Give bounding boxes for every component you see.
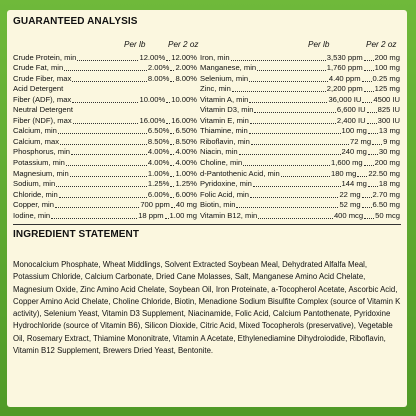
nutrient-label: Crude Fat, min	[13, 63, 64, 73]
dot-leader	[170, 147, 174, 155]
value-per-lb: 400 mcg	[333, 210, 364, 220]
dot-leader	[170, 179, 174, 187]
nutrient-label: Riboflavin, min	[200, 136, 250, 146]
dot-leader	[364, 63, 374, 71]
nutrient-label: Potassium, min	[13, 158, 65, 167]
value-per-lb: 144 mg	[341, 179, 367, 189]
dot-leader	[71, 147, 147, 155]
analysis-row	[200, 116, 400, 127]
value-per-lb: 100 mg	[341, 126, 367, 136]
nutrient-label: Fiber (ADF), max	[13, 94, 72, 104]
dot-leader	[170, 74, 174, 82]
value-per-lb: 2,200 ppm	[326, 84, 363, 94]
dot-leader	[72, 74, 147, 82]
analysis-row	[200, 190, 400, 201]
nutrient-label: Vitamin A, min	[200, 94, 249, 104]
value-per-lb: 12.00%	[139, 52, 166, 62]
dot-leader	[170, 63, 174, 71]
analysis-row	[200, 169, 400, 180]
value-per-lb: 4.00%	[147, 147, 170, 157]
value-per-lb: 16.00%	[139, 115, 166, 125]
nutrient-label: Selenium, min	[200, 73, 249, 83]
value-per-2oz: 4500 IU	[373, 94, 400, 104]
nutrient-label: Calcium, max	[13, 136, 59, 146]
value-per-2oz: 300 IU	[377, 115, 400, 125]
analysis-row	[200, 200, 400, 211]
value-per-lb: 1.00%	[147, 168, 170, 178]
analysis-row	[13, 126, 197, 137]
analysis-row	[13, 95, 197, 106]
analysis-row	[13, 211, 197, 222]
value-per-2oz: 6.50 mg	[372, 200, 400, 210]
analysis-row	[13, 190, 197, 201]
right-col-head-per-lb: Per lb	[308, 40, 330, 49]
nutrient-label: Chloride, min	[13, 189, 58, 199]
dot-leader	[357, 169, 367, 177]
analysis-row	[200, 84, 400, 95]
dot-leader	[362, 190, 372, 198]
value-per-lb: 8.50%	[147, 136, 170, 146]
value-per-lb: 8.00%	[147, 73, 170, 83]
analysis-row	[200, 53, 400, 64]
analysis-row	[200, 179, 400, 190]
analysis-row	[13, 63, 197, 74]
dot-leader	[367, 116, 377, 124]
analysis-row	[13, 169, 197, 180]
dot-leader	[258, 211, 333, 219]
analysis-row	[13, 200, 197, 211]
nutrient-label: Vitamin E, min	[200, 115, 249, 125]
value-per-lb: 4.00%	[147, 158, 170, 167]
value-per-2oz: 6.50%	[175, 126, 197, 136]
analysis-row-heading: Acid Detergent	[13, 84, 64, 94]
value-per-lb: 22 mg	[339, 189, 361, 199]
dot-leader	[372, 137, 382, 145]
nutrient-label: Biotin, min	[200, 200, 236, 210]
value-per-2oz: 4.00%	[175, 158, 197, 167]
dot-leader	[232, 84, 326, 92]
nutrient-label: Phosphorus, min	[13, 147, 70, 157]
nutrient-label: Pyridoxine, min	[200, 179, 252, 189]
dot-leader	[55, 200, 139, 208]
nutrient-label: Iodine, min	[13, 210, 51, 220]
guaranteed-analysis-title: GUARANTEED ANALYSIS	[13, 16, 138, 27]
value-per-2oz: 1.00%	[175, 168, 197, 178]
dot-leader	[170, 137, 174, 145]
dot-leader	[170, 158, 174, 166]
value-per-lb: 1,600 mg	[330, 158, 363, 167]
dot-leader	[170, 169, 174, 177]
analysis-row	[13, 116, 197, 127]
analysis-row	[200, 211, 400, 222]
analysis-row-heading: Neutral Detergent	[13, 105, 73, 115]
dot-leader	[66, 158, 147, 166]
dot-leader	[166, 95, 170, 103]
value-per-2oz: 825 IU	[377, 105, 400, 115]
value-per-lb: 2,400 IU	[336, 115, 366, 125]
nutrient-label: Vitamin B12, min	[200, 210, 258, 220]
dot-leader	[77, 53, 138, 61]
value-per-2oz: 6.00%	[175, 189, 197, 199]
dot-leader	[250, 190, 338, 198]
value-per-lb: 700 ppm	[140, 200, 170, 210]
dot-leader	[249, 95, 327, 103]
value-per-2oz: 200 mg	[374, 158, 400, 167]
dot-leader	[364, 84, 374, 92]
value-per-lb: 36,000 IU	[328, 94, 362, 104]
analysis-row	[200, 147, 400, 158]
dot-leader	[73, 116, 139, 124]
ingredient-statement-title: INGREDIENT STATEMENT	[13, 229, 140, 240]
value-per-2oz: 2.00%	[175, 63, 197, 73]
value-per-2oz: 200 mg	[374, 52, 400, 62]
value-per-2oz: 0.25 mg	[372, 73, 400, 83]
dot-leader	[72, 95, 138, 103]
dot-leader	[51, 211, 137, 219]
dot-leader	[243, 158, 330, 166]
nutrient-label: Zinc, min	[200, 84, 231, 94]
right-col-head-per-2oz: Per 2 oz	[366, 40, 397, 49]
dot-leader	[58, 126, 147, 134]
analysis-row	[200, 95, 400, 106]
value-per-2oz: 2.70 mg	[372, 189, 400, 199]
ingredient-list: Monocalcium Phosphate, Wheat Middlings, Solvent Extracted Soybean Meal, Dehydrated Alfalfa Meal, Potassium Chloride, Calcium Carbonate, Dried Cane Molasses, Salt, Manganese Amino Acid Chelate, Magnesium Oxide, Zinc Amino Acid Chelate, Soybean Oil, Iron Proteinate, a-Tocopherol Acetate, Ascorbic Acid, Copper Amino Acid Chelate, Choline Chloride, Biotin, Menadione Sodium Bisulfite Complex (source of Vitamin K activity), Selenium Yeast, Vitamin D3 Supplement, Niacinamide, Folic Acid, Calcium Pantothenate, Pyridoxine Hydrochloride (source of Vitamin B6), Silicon Dioxide, Citric Acid, Mixed Tocopherols (preservative), Vegetable Oil, Rosemary Extract, Thiamine Mononitrate, Vitamin A Acetate, Ethylenediamine Dihydroiodide, Riboflavin, Vitamin B12 Supplement, Brewers Dried Yeast, Bentonite.	[13, 260, 401, 356]
value-per-2oz: 18 mg	[378, 179, 400, 189]
nutrient-label: Vitamin D3, min	[200, 105, 254, 115]
dot-leader	[70, 169, 147, 177]
value-per-lb: 2.00%	[147, 63, 170, 73]
dot-leader	[59, 190, 147, 198]
dot-leader	[64, 63, 147, 71]
dot-leader	[368, 179, 378, 187]
nutrient-label: Magnesium, min	[13, 168, 69, 178]
dot-leader	[368, 126, 378, 134]
value-per-2oz: 12.00%	[171, 52, 197, 62]
analysis-row	[200, 105, 400, 116]
dot-leader	[362, 74, 372, 82]
value-per-2oz: 22.50 mg	[368, 168, 400, 178]
value-per-2oz: 10.00%	[171, 94, 197, 104]
value-per-lb: 4.40 ppm	[328, 73, 361, 83]
dot-leader	[367, 105, 377, 113]
analysis-row	[200, 74, 400, 85]
dot-leader	[171, 200, 175, 208]
nutrient-label: Niacin, min	[200, 147, 238, 157]
value-per-lb: 240 mg	[341, 147, 367, 157]
value-per-lb: 180 mg	[330, 168, 357, 178]
dot-leader	[239, 147, 341, 155]
dot-leader	[257, 63, 326, 71]
value-per-2oz: 13 mg	[378, 126, 400, 136]
value-per-2oz: 125 mg	[374, 84, 400, 94]
value-per-2oz: 9 mg	[383, 136, 400, 146]
nutrient-label: Crude Fiber, max	[13, 73, 72, 83]
dot-leader	[249, 74, 328, 82]
dot-leader	[60, 137, 147, 145]
left-col-head-per-2oz: Per 2 oz	[168, 40, 199, 49]
nutrient-label: d-Pantothenic Acid, min	[200, 168, 280, 178]
dot-leader	[250, 116, 336, 124]
analysis-row	[13, 158, 197, 169]
value-per-lb: 3,530 ppm	[326, 52, 363, 62]
value-per-2oz: 50 mcg	[375, 210, 400, 220]
dot-leader	[236, 200, 338, 208]
dot-leader	[281, 169, 330, 177]
value-per-lb: 6.00%	[147, 189, 170, 199]
value-per-lb: 10.00%	[139, 94, 166, 104]
dot-leader	[251, 137, 349, 145]
value-per-2oz: 100 mg	[374, 63, 400, 73]
nutrient-label: Thiamine, min	[200, 126, 248, 136]
value-per-2oz: 1.25%	[175, 179, 197, 189]
analysis-row	[13, 53, 197, 64]
dot-leader	[253, 179, 341, 187]
nutrient-label: Manganese, min	[200, 63, 257, 73]
nutrient-label: Crude Protein, min	[13, 52, 77, 62]
dot-leader	[362, 95, 372, 103]
left-col-head-per-lb: Per lb	[124, 40, 146, 49]
label-panel	[7, 10, 407, 407]
nutrient-label: Sodium, min	[13, 179, 56, 189]
dot-leader	[56, 179, 147, 187]
value-per-lb: 18 ppm	[138, 210, 164, 220]
nutrient-label: Calcium, min	[13, 126, 57, 136]
value-per-2oz: 4.00%	[175, 147, 197, 157]
nutrient-label: Fiber (NDF), max	[13, 115, 72, 125]
analysis-row	[200, 126, 400, 137]
value-per-2oz: 30 mg	[378, 147, 400, 157]
nutrient-label: Folic Acid, min	[200, 189, 249, 199]
nutrient-label: Iron, min	[200, 52, 230, 62]
analysis-row	[200, 137, 400, 148]
value-per-2oz: 40 mg	[175, 200, 197, 210]
value-per-lb: 1,760 ppm	[326, 63, 363, 73]
dot-leader	[362, 200, 372, 208]
dot-leader	[165, 211, 169, 219]
value-per-2oz: 1.00 mg	[169, 210, 197, 220]
dot-leader	[364, 53, 374, 61]
analysis-row	[13, 74, 197, 85]
analysis-row	[200, 158, 400, 169]
value-per-2oz: 16.00%	[171, 115, 197, 125]
dot-leader	[249, 126, 341, 134]
dot-leader	[166, 116, 170, 124]
analysis-row	[200, 63, 400, 74]
dot-leader	[166, 53, 170, 61]
analysis-row	[13, 137, 197, 148]
dot-leader	[368, 147, 378, 155]
value-per-lb: 52 mg	[339, 200, 361, 210]
dot-leader	[170, 126, 174, 134]
dot-leader	[364, 158, 374, 166]
section-divider	[13, 224, 401, 225]
nutrient-label: Choline, min	[200, 158, 243, 167]
dot-leader	[231, 53, 326, 61]
value-per-lb: 72 mg	[350, 136, 372, 146]
value-per-2oz: 8.50%	[175, 136, 197, 146]
value-per-lb: 1.25%	[147, 179, 170, 189]
dot-leader	[364, 211, 374, 219]
nutrient-label: Copper, min	[13, 200, 54, 210]
dot-leader	[170, 190, 174, 198]
value-per-2oz: 8.00%	[175, 73, 197, 83]
analysis-row	[13, 147, 197, 158]
value-per-lb: 6.50%	[147, 126, 170, 136]
value-per-lb: 6,600 IU	[336, 105, 366, 115]
dot-leader	[254, 105, 335, 113]
analysis-row	[13, 179, 197, 190]
